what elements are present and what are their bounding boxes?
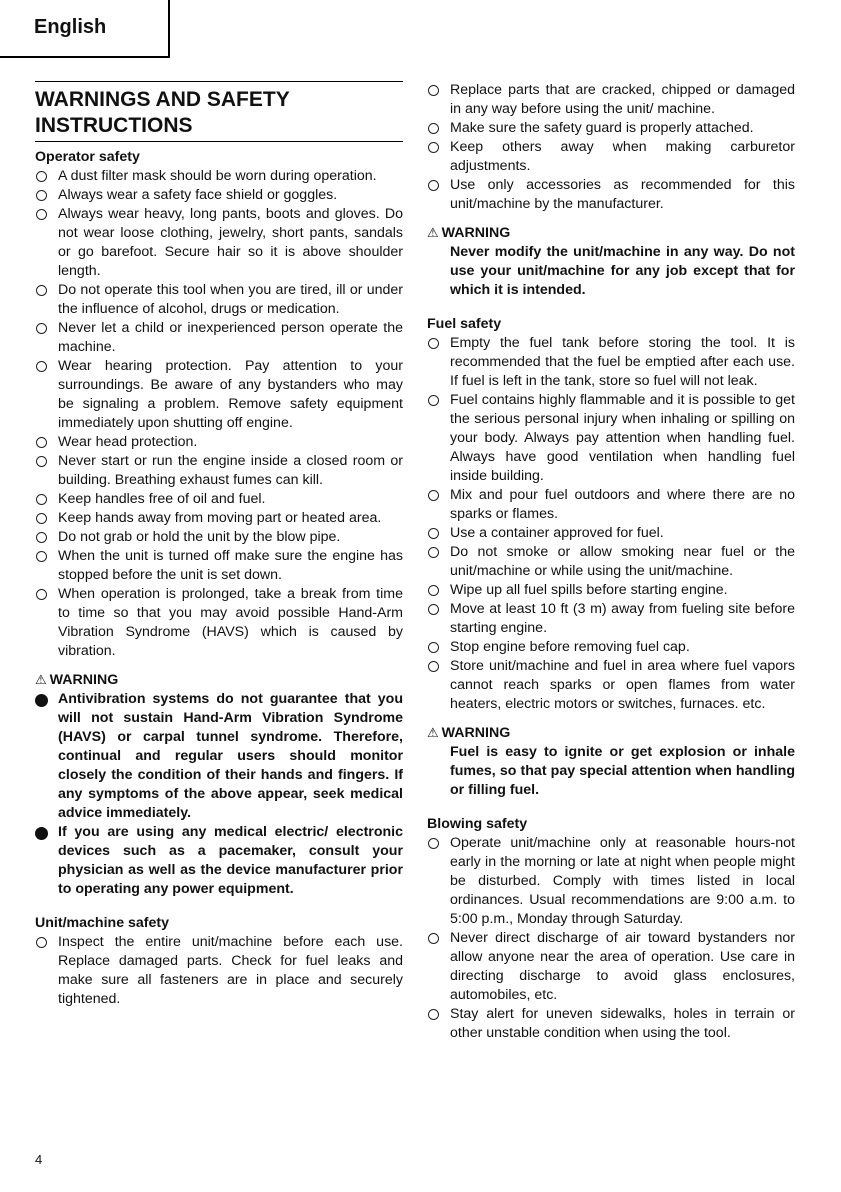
- list-item: Never direct discharge of air toward bystanders nor allow anyone near the area of operation. Use care in directing discharge to avoid glass enclosures, automobiles, etc.: [427, 929, 795, 1005]
- warning-label: WARNING: [441, 725, 511, 741]
- page-title: WARNINGS AND SAFETY INSTRUCTIONS: [35, 81, 403, 142]
- list-item: Keep handles free of oil and fuel.: [35, 490, 403, 509]
- unit-safety-heading: Unit/machine safety: [35, 915, 170, 931]
- list-item: Do not grab or hold the unit by the blow pipe.: [35, 528, 403, 547]
- list-item: If you are using any medical electric/ electronic devices such as a pacemaker, consult your physician as well as the device manufacturer prior to operating any power equipment.: [35, 823, 403, 899]
- list-item: Stay alert for uneven sidewalks, holes in terrain or other unstable condition when using the tool.: [427, 1005, 795, 1043]
- list-item: Never start or run the engine inside a closed room or building. Breathing exhaust fumes can kill.: [35, 452, 403, 490]
- list-item: Keep others away when making carburetor adjustments.: [427, 138, 795, 176]
- fuel-safety-heading: Fuel safety: [427, 316, 502, 332]
- operator-safety-heading: Operator safety: [35, 149, 140, 165]
- list-item: Wipe up all fuel spills before starting engine.: [427, 581, 795, 600]
- warning-heading: [427, 223, 795, 243]
- warning-triangle-icon: ⚠: [35, 672, 47, 687]
- list-item: Store unit/machine and fuel in area where fuel vapors cannot reach sparks or open flames from water heaters, electric motors or switches, furnaces. etc.: [427, 657, 795, 714]
- warning-label: WARNING: [441, 225, 511, 241]
- list-item: Empty the fuel tank before storing the tool. It is recommended that the fuel be emptied after each use. If fuel is left in the tank, store so fuel will not leak.: [427, 334, 795, 391]
- list-item: Mix and pour fuel outdoors and where there are no sparks or flames.: [427, 486, 795, 524]
- blowing-safety-list: [427, 834, 795, 1043]
- list-item: A dust filter mask should be worn during operation.: [35, 167, 403, 186]
- unit-safety-list-continued: [427, 81, 795, 214]
- page-number: 4: [35, 1152, 43, 1167]
- list-item: Antivibration systems do not guarantee that you will not sustain Hand-Arm Vibration Syndrome (HAVS) or carpal tunnel syndrome. Therefore, continual and regular users should monitor closely the condition of their hands and fingers. If any symptoms of the above appear, seek medical advice immediately.: [35, 690, 403, 823]
- list-item: Wear hearing protection. Pay attention to your surroundings. Be aware of any bystanders who may be signaling a problem. Remove safety equipment immediately upon shutting off engine.: [35, 357, 403, 433]
- list-item: Keep hands away from moving part or heated area.: [35, 509, 403, 528]
- warning-heading: [427, 723, 795, 743]
- list-item: Use a container approved for fuel.: [427, 524, 795, 543]
- warning-heading: [35, 670, 403, 690]
- list-item: Inspect the entire unit/machine before each use. Replace damaged parts. Check for fuel leaks and make sure all fasteners are in place and securely tightened.: [35, 933, 403, 1009]
- list-item: Move at least 10 ft (3 m) away from fueling site before starting engine.: [427, 600, 795, 638]
- list-item: Never let a child or inexperienced person operate the machine.: [35, 319, 403, 357]
- list-item: Fuel contains highly flammable and it is possible to get the serious personal injury when inhaling or spilling on your body. Always pay attention when handling fuel. Always have good ventilation when handling fuel inside building.: [427, 391, 795, 486]
- list-item: Always wear heavy, long pants, boots and gloves. Do not wear loose clothing, jewelry, short pants, sandals or go barefoot. Secure hair so it is above shoulder length.: [35, 205, 403, 281]
- language-label: English: [34, 16, 107, 38]
- warning-text: Never modify the unit/machine in any way. Do not use your unit/machine for any job except that for which it is intended.: [450, 244, 795, 298]
- list-item: When the unit is turned off make sure the engine has stopped before the unit is set down.: [35, 547, 403, 585]
- warning-triangle-icon: ⚠: [427, 225, 439, 240]
- left-column: [35, 81, 403, 1009]
- list-item: Use only accessories as recommended for this unit/machine by the manufacturer.: [427, 176, 795, 214]
- language-tab: [0, 0, 170, 58]
- list-item: Operate unit/machine only at reasonable hours-not early in the morning or late at night when people might be disturbed. Comply with times listed in local ordinances. Usual recommendations are 9:00 a.m. to 5:00 p.m., Monday through Saturday.: [427, 834, 795, 929]
- warning-label: WARNING: [49, 672, 119, 688]
- list-item: Do not smoke or allow smoking near fuel or the unit/machine or while using the unit/machine.: [427, 543, 795, 581]
- warning-list: [35, 690, 403, 899]
- unit-safety-list: [35, 933, 403, 1009]
- warning-triangle-icon: ⚠: [427, 725, 439, 740]
- list-item: When operation is prolonged, take a break from time to time so that you may avoid possible Hand-Arm Vibration Syndrome (HAVS) which is caused by vibration.: [35, 585, 403, 661]
- list-item: Always wear a safety face shield or goggles.: [35, 186, 403, 205]
- right-column: [427, 81, 795, 1043]
- warning-text: Fuel is easy to ignite or get explosion or inhale fumes, so that pay special attention when handling or filling fuel.: [450, 744, 795, 798]
- blowing-safety-heading: Blowing safety: [427, 816, 528, 832]
- fuel-safety-list: [427, 334, 795, 714]
- list-item: Make sure the safety guard is properly attached.: [427, 119, 795, 138]
- list-item: Replace parts that are cracked, chipped or damaged in any way before using the unit/ machine.: [427, 81, 795, 119]
- list-item: Do not operate this tool when you are tired, ill or under the influence of alcohol, drugs or medication.: [35, 281, 403, 319]
- list-item: Stop engine before removing fuel cap.: [427, 638, 795, 657]
- operator-safety-list: [35, 167, 403, 661]
- list-item: Wear head protection.: [35, 433, 403, 452]
